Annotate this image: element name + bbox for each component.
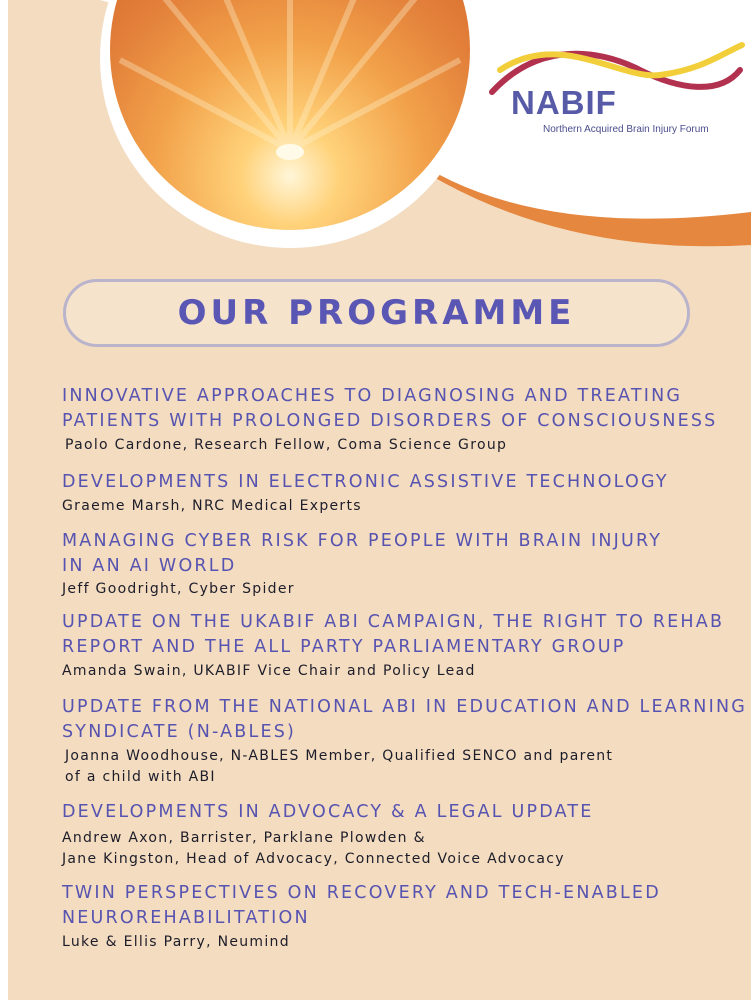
item-speaker: Graeme Marsh, NRC Medical Experts (62, 497, 362, 514)
item-title-line: TWIN PERSPECTIVES ON RECOVERY AND TECH-ENABLED (62, 883, 661, 903)
programme-item (62, 610, 742, 682)
item-title-line: DEVELOPMENTS IN ELECTRONIC ASSISTIVE TECHNOLOGY (62, 472, 669, 492)
item-speaker: Paolo Cardone, Research Fellow, Coma Science Group (65, 437, 508, 453)
item-speaker: Andrew Axon, Barrister, Parklane Plowden & (62, 829, 426, 846)
item-speaker: Joanna Woodhouse, N-ABLES Member, Qualified SENCO and parent (65, 748, 614, 764)
item-speaker: Jeff Goodright, Cyber Spider (62, 581, 295, 597)
item-speaker: Amanda Swain, UKABIF Vice Chair and Policy Lead (62, 663, 476, 679)
item-title-line: UPDATE FROM THE NATIONAL ABI IN EDUCATION AND LEARNING (62, 697, 747, 717)
item-title-line: PATIENTS WITH PROLONGED DISORDERS OF CONSCIOUSNESS (62, 410, 718, 431)
logo-subtitle: Northern Acquired Brain Injury Forum (543, 124, 709, 135)
item-title-line: DEVELOPMENTS IN ADVOCACY & A LEGAL UPDATE (62, 802, 594, 822)
programme-title-pill (63, 279, 690, 347)
item-speaker: Jane Kingston, Head of Advocacy, Connected Voice Advocacy (62, 850, 565, 867)
programme-item (62, 529, 742, 600)
sun-disc (276, 144, 304, 160)
item-title-line: INNOVATIVE APPROACHES TO DIAGNOSING AND TREATING (62, 386, 683, 406)
programme-item (62, 800, 742, 870)
programme-title: OUR PROGRAMME (177, 293, 576, 333)
item-title-line: IN AN AI WORLD (62, 555, 237, 576)
item-title-line: SYNDICATE (N-ABLES) (62, 721, 297, 742)
item-title-line: REPORT AND THE ALL PARTY PARLIAMENTARY GROUP (62, 636, 626, 657)
programme-item (62, 470, 742, 517)
item-speaker: of a child with ABI (65, 769, 216, 785)
item-title-line: NEUROREHABILITATION (62, 907, 310, 928)
item-title-line: MANAGING CYBER RISK FOR PEOPLE WITH BRAIN INJURY (62, 531, 663, 551)
item-title-line: UPDATE ON THE UKABIF ABI CAMPAIGN, THE RIGHT TO REHAB (62, 612, 725, 632)
item-speaker: Luke & Ellis Parry, Neumind (62, 934, 290, 950)
programme-item (62, 384, 742, 456)
logo-name: NABIF (511, 84, 617, 121)
programme-item (62, 695, 747, 788)
programme-item (62, 881, 742, 953)
